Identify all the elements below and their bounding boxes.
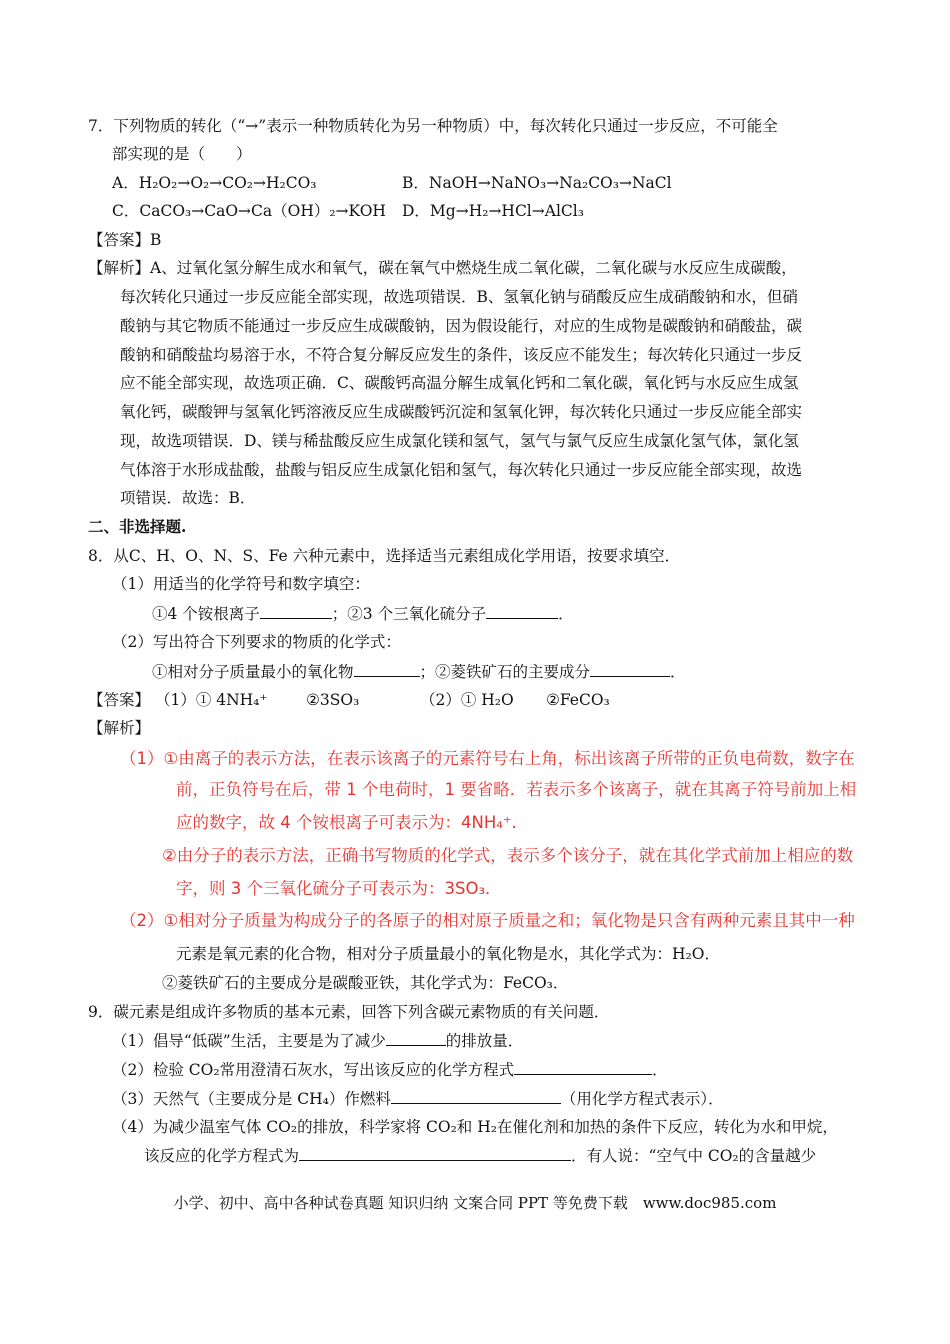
q8-part1: （1）用适当的化学符号和数字填空： — [112, 575, 370, 593]
q8-answer-label: 【答案】 — [88, 691, 151, 709]
q8-answer-2: ②3SO₃ — [306, 691, 360, 709]
page-footer: 小学、初中、高中各种试卷真题 知识归纳 文案合同 PPT 等免费下载 www.doc985.com — [173, 1194, 777, 1212]
answer-blank[interactable] — [299, 1145, 571, 1161]
q8-answer-row — [88, 690, 268, 710]
answer-blank[interactable] — [391, 1088, 561, 1104]
q7-answer: 【答案】B — [88, 231, 162, 249]
q7-explain-line: 项错误．故选：B． — [120, 489, 256, 507]
q9-part3-text: （3）天然气（主要成分是 CH₄）作燃料 — [112, 1090, 391, 1108]
q9-part2 — [112, 1059, 668, 1080]
q9-part1-tail: 的排放量． — [445, 1032, 524, 1050]
q8-answer-4: ②FeCO₃ — [546, 691, 610, 709]
answer-blank[interactable] — [590, 661, 670, 677]
q9-part1 — [112, 1030, 523, 1051]
section-heading: 二、非选择题. — [88, 517, 187, 536]
q8-part2-b: ；②菱铁矿石的主要成分 — [419, 663, 591, 681]
q7-stem-line2: 部实现的是（ ） — [112, 145, 252, 163]
q8-stem: 8．从C、H、O、N、S、Fe 六种元素中，选择适当元素组成化学用语，按要求填空． — [88, 547, 681, 565]
q8-explain-red-line: （1）①由离子的表示方法，在表示该离子的元素符号右上角，标出该离子所带的正负电荷数，数字在 — [120, 749, 855, 768]
period: ． — [558, 605, 574, 623]
q8-part2: （2）写出符合下列要求的物质的化学式： — [112, 633, 401, 651]
q8-explain-red-line: ②由分子的表示方法，正确书写物质的化学式，表示多个该分子，就在其化学式前加上相应的数 — [162, 846, 854, 865]
answer-blank[interactable] — [354, 661, 420, 677]
q8-explain-red-line: 前，正负符号在后，带 1 个电荷时，1 要省略．若表示多个该离子，就在其离子符号前加上相 — [176, 780, 857, 799]
q8-explain-label: 【解析】 — [88, 719, 151, 737]
q9-part4-line1: （4）为减少温室气体 CO₂的排放，科学家将 CO₂和 H₂在催化剂和加热的条件下反应，转化为水和甲烷， — [112, 1118, 838, 1136]
q8-answer-1: （1）① 4NH₄⁺ — [154, 691, 268, 709]
q8-explain-red-line: 应的数字，故 4 个铵根离子可表示为：4NH₄⁺. — [176, 813, 517, 832]
q9-part3-tail: （用化学方程式表示）． — [560, 1090, 724, 1108]
answer-blank[interactable] — [514, 1059, 652, 1075]
q8-part1-a: ①4 个铵根离子 — [152, 605, 260, 623]
q7-explain-line: 应不能全部实现，故选项正确．C、碳酸钙高温分解生成氧化钙和二氧化碳，氧化钙与水反应生成氢 — [120, 374, 799, 392]
q7-explain-line: 现，故选项错误．D、镁与稀盐酸反应生成氯化镁和氢气，氢气与氯气反应生成氯化氢气体，氯化氢 — [120, 432, 799, 450]
q8-explain-line: 元素是氧元素的化合物，相对分子质量最小的氧化物是水，其化学式为：H₂O． — [176, 945, 720, 963]
q9-stem: 9．碳元素是组成许多物质的基本元素，回答下列含碳元素物质的有关问题． — [88, 1003, 610, 1021]
q8-explain-line: ②菱铁矿石的主要成分是碳酸亚铁，其化学式为：FeCO₃． — [162, 974, 569, 992]
q9-part4-tail: ．有人说：“空气中 CO₂的含量越少 — [571, 1147, 817, 1165]
q7-option-b: B．NaOH→NaNO₃→Na₂CO₃→NaCl — [402, 174, 672, 192]
q7-option-a: A．H₂O₂→O₂→CO₂→H₂CO₃ — [112, 174, 317, 192]
q9-part2-text: （2）检验 CO₂常用澄清石灰水，写出该反应的化学方程式 — [112, 1061, 515, 1079]
answer-blank[interactable] — [486, 603, 558, 619]
q8-explain-red-line: （2）①相对分子质量为构成分子的各原子的相对原子质量之和；氧化物是只含有两种元素且其中一种 — [120, 911, 855, 930]
q8-answer-3: （2）① H₂O — [420, 691, 514, 709]
q7-explain-line: 【解析】A、过氧化氢分解生成水和氧气，碳在氧气中燃烧生成二氧化碳，二氧化碳与水反应生成碳酸， — [88, 259, 797, 277]
answer-blank[interactable] — [260, 603, 332, 619]
answer-blank[interactable] — [386, 1030, 446, 1046]
q7-option-c: C．CaCO₃→CaO→Ca（OH）₂→KOH — [112, 202, 386, 220]
period: ． — [652, 1061, 668, 1079]
q7-explain-line: 气体溶于水形成盐酸，盐酸与铝反应生成氯化铝和氢气，每次转化只通过一步反应能全部实现，故选 — [120, 461, 803, 479]
q7-explain-line: 酸钠与其它物质不能通过一步反应生成碳酸钠，因为假设能行，对应的生成物是碳酸钠和硝酸盐，碳 — [120, 317, 803, 335]
q9-part3 — [112, 1088, 724, 1109]
period: ． — [670, 663, 686, 681]
q8-part1-b: ；②3 个三氧化硫分子 — [331, 605, 487, 623]
q8-part2-items — [152, 661, 686, 682]
q7-stem-line1: 7．下列物质的转化（“→”表示一种物质转化为另一种物质）中，每次转化只通过一步反应，不可能全 — [88, 117, 778, 135]
q7-explain-line: 酸钠和硝酸盐均易溶于水，不符合复分解反应发生的条件，该反应不能发生；每次转化只通过一步反 — [120, 346, 803, 364]
q7-explain-line: 氧化钙，碳酸钾与氢氧化钙溶液反应生成碳酸钙沉淀和氢氧化钾，每次转化只通过一步反应能全部实 — [120, 403, 803, 421]
q8-part1-items — [152, 603, 574, 624]
q8-part2-a: ①相对分子质量最小的氧化物 — [152, 663, 354, 681]
q7-explain-line: 每次转化只通过一步反应能全部实现，故选项错误．B、氢氧化钠与硝酸反应生成硝酸钠和水，但硝 — [120, 288, 798, 306]
q9-part4-text: 该反应的化学方程式为 — [144, 1147, 300, 1165]
q8-explain-red-line: 字，则 3 个三氧化硫分子可表示为：3SO₃． — [176, 879, 502, 898]
q9-part4-line2 — [144, 1145, 816, 1166]
q7-option-d: D．Mg→H₂→HCl→AlCl₃ — [402, 202, 584, 220]
q9-part1-text: （1）倡导“低碳”生活，主要是为了减少 — [112, 1032, 386, 1050]
